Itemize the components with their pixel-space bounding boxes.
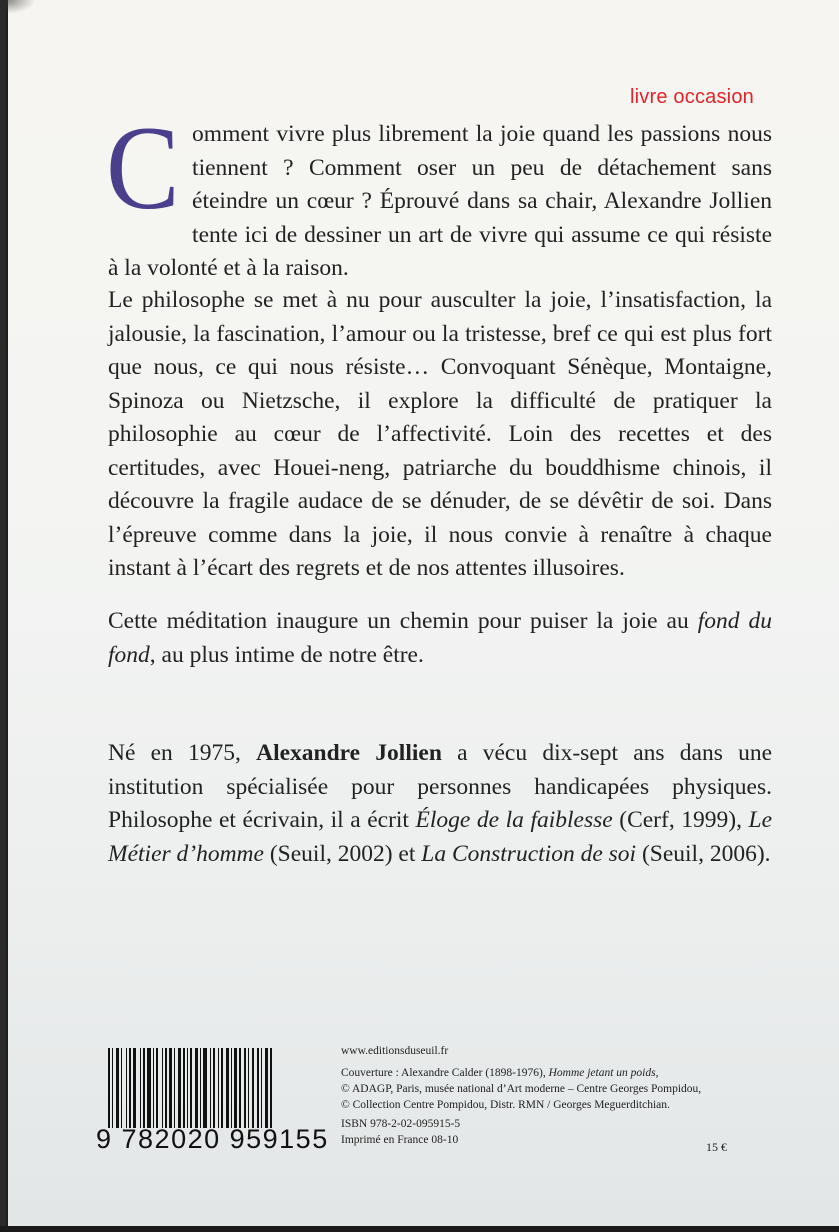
cover-artwork-title: Homme jetant un poids, [548, 1067, 659, 1079]
blurb-paragraph-2-text: Le philosophe se met à nu pour ausculter la joie, l’insatisfaction, la jalousie, la fascination, l’amour ou la tristesse, bref ce qui est plus fort que nous, ce qui nous résiste… Convoquant Sénèque, Montaigne, Spinoza ou Nietzsche, il explore la difficulté de pratiquer la philosophie au cœur de l’affectivité. Loin des recettes et des certitudes, avec Houei-neng, patriarche du bouddhisme chinois, il découvre la fragile audace de se dénuder, de se dévêtir de soi. Dans l’épreuve comme dans la joie, il nous convie à renaître à chaque instant à l’écart des regrets et de nos attentes illusoires. [108, 287, 772, 581]
blurb-paragraph-1-text: omment vivre plus librement la joie quand les passions nous tiennent ? Comment oser un peu de détachement sans éteindre un cœur ? Éprouvé dans sa chair, Alexandre Jollien tente ici de dessiner un art de vivre qui assume ce qui résiste à la volonté et à la raison. [108, 121, 772, 281]
book-1-info: (Cerf, 1999), [612, 807, 749, 833]
blurb-p3-italic: fond du fond [108, 608, 772, 668]
drop-cap: C [106, 101, 180, 234]
rights-line-2: © Collection Centre Pompidou, Distr. RMN / Georges Meguerditchian. [341, 1099, 670, 1111]
price: 15 € [706, 1140, 727, 1154]
publisher-url-text: www.editionsduseuil.fr [341, 1045, 449, 1057]
book-title-3: La Construction de soi [421, 840, 637, 867]
book-3-info: (Seuil, 2006). [636, 840, 771, 867]
cover-corner-shadow [6, 0, 36, 14]
used-book-label: livre occasion [630, 86, 754, 108]
blurb-p3-after: , au plus intime de notre être. [149, 641, 424, 668]
book-title-2: Le Métier d’homme [108, 807, 772, 867]
isbn-text: ISBN 978-2-02-095915-5 [341, 1118, 461, 1130]
book-2-info: (Seuil, 2002) et [263, 840, 422, 867]
blurb-paragraph-3 [108, 605, 772, 672]
isbn-block [341, 1116, 460, 1148]
cover-bottom-edge [0, 1226, 839, 1232]
author-name: Alexandre Jollien [256, 740, 442, 766]
barcode-digits: 9 782020 959155 [96, 1124, 329, 1154]
blurb-paragraph-1 [106, 101, 772, 286]
cover-credit-prefix: Couverture : Alexandre Calder (1898-1976), [341, 1067, 549, 1079]
barcode-gap [272, 1048, 274, 1128]
rights-line-1: © ADAGP, Paris, musée national d’Art moderne – Centre Georges Pompidou, [341, 1083, 702, 1095]
isbn-barcode [108, 1048, 326, 1128]
author-bio [108, 737, 772, 871]
book-title-1: Éloge de la faiblesse [415, 807, 613, 833]
printed-in: Imprimé en France 08-10 [341, 1134, 459, 1146]
blurb-p3-before: Cette méditation inaugure un chemin pour puiser la joie au [108, 608, 698, 634]
bio-text: a vécu dix-sept ans dans une institution spécialisée pour personnes handicapées physiques. Philosophe et écrivain, il a écrit [108, 740, 772, 833]
cover-credits [341, 1065, 701, 1113]
bio-prefix: Né en 1975, [108, 740, 257, 766]
blurb-paragraph-2 [108, 284, 772, 586]
publisher-url [341, 1043, 448, 1059]
